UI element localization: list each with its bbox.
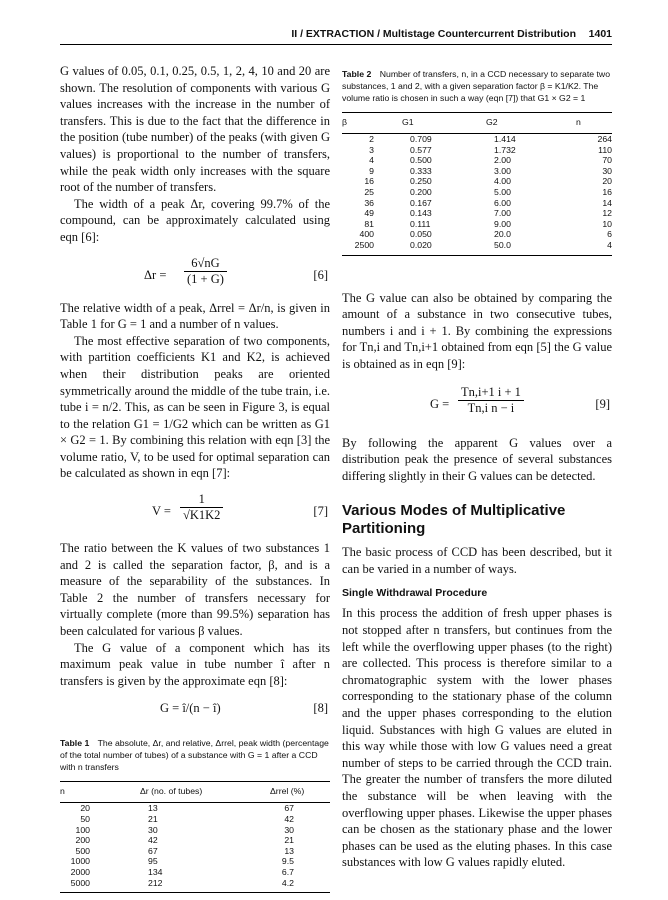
right-column <box>342 68 612 871</box>
paragraph: The relative width of a peak, Δrrel = Δr/n, is given in Table 1 for G = 1 and a number of n values. <box>60 300 330 332</box>
table-row <box>342 134 612 145</box>
table-cell: 13 <box>284 845 294 856</box>
table-cell: 500 <box>75 845 90 856</box>
table-row <box>342 219 612 230</box>
table-cell: 4 <box>369 155 374 166</box>
table-row <box>342 229 612 240</box>
table-2-header: β <box>342 117 347 127</box>
table-row <box>60 803 330 814</box>
table-cell: 6.00 <box>494 197 511 208</box>
table-row <box>342 187 612 198</box>
table-2 <box>342 68 612 256</box>
table-cell: 67 <box>148 845 158 856</box>
table2-body <box>342 134 612 251</box>
table-cell: 49 <box>364 208 374 219</box>
paragraph: The G value can also be obtained by comparing the amount of a substance in two consecutive tubes, numbers i and i + 1. By combining the expressions for Tn,i and Tn,i+1 obtained from eqn [5] the G value is obtained as in eqn [9]: <box>342 290 612 371</box>
table-row <box>342 176 612 187</box>
table-1-grid <box>60 782 330 888</box>
equation-6 <box>60 256 330 296</box>
table-row <box>342 240 612 251</box>
paragraph: The G value of a component which has its maximum peak value in tube number î after n transfers is given by the approximate eqn [8]: <box>60 640 330 688</box>
table-cell: 2.00 <box>494 155 511 166</box>
table-cell: 3.00 <box>494 165 511 176</box>
table-cell: 7.00 <box>494 208 511 219</box>
paragraph: The ratio between the K values of two substances 1 and 2 is called the separation factor, β, and is a measure of the separability of the substances. In Table 2 the number of transfers necessary for virtually complete (more than 99.5%) separation has been calculated for various β values. <box>60 541 330 639</box>
table-cell: 42 <box>284 814 294 824</box>
table-cell: 0.333 <box>410 165 432 176</box>
table-1 <box>60 737 330 893</box>
table-cell: 67 <box>284 803 294 814</box>
table-row <box>342 166 612 177</box>
table-cell: 0.200 <box>410 186 432 197</box>
table-cell: 0.143 <box>410 208 432 219</box>
table-cell: 30 <box>602 165 612 176</box>
table-cell: 0.709 <box>410 134 432 144</box>
table-cell: 100 <box>75 824 90 835</box>
table-2-caption-text: Number of transfers, n, in a CCD necessary to separate two substances, 1 and 2, with a given separation factor β = K1/K2. The volume ratio is chosen in such a way (eqn [7]) that G1 × G2 = 1 <box>342 69 611 103</box>
eq7-numerator: 1 <box>180 492 223 508</box>
table-row <box>60 856 330 867</box>
table-cell: 16 <box>602 186 612 197</box>
running-header <box>60 24 612 45</box>
table-2-header: G1 <box>402 117 414 127</box>
left-column <box>60 63 330 893</box>
section-title: Various Modes of Multiplicative Partitioning <box>342 502 566 538</box>
paragraph: By following the apparent G values over a distribution peak the presence of several substances differing slightly in their G values can be detected. <box>342 435 612 483</box>
table-cell: 0.050 <box>410 229 432 240</box>
table-cell: 2500 <box>354 239 374 250</box>
table-cell: 6 <box>607 229 612 240</box>
eq9-numerator: Tn,i+1 i + 1 <box>458 385 524 401</box>
table-cell: 36 <box>364 197 374 208</box>
table1-body <box>60 803 330 888</box>
eq7-lhs: V = <box>152 504 171 519</box>
paragraph: The basic process of CCD has been described, but it can be varied in a number of ways. <box>342 545 612 576</box>
table-1-caption <box>60 737 330 773</box>
table-2-caption <box>342 68 612 104</box>
table-1-caption-text: The absolute, Δr, and relative, Δrrel, peak width (percentage of the total number of tubes) of a substance with G = 1 after a CCD with n transfers <box>60 738 329 773</box>
eq7-fraction <box>180 492 223 523</box>
table-cell: 0.111 <box>410 218 431 229</box>
table-1-label: Table 1 <box>60 738 90 749</box>
table-cell: 81 <box>364 218 374 229</box>
table-cell: 0.167 <box>410 197 432 208</box>
table-cell: 400 <box>359 229 374 240</box>
table-row <box>60 825 330 836</box>
table-cell: 4 <box>607 239 612 250</box>
table-2-header: G2 <box>486 117 498 127</box>
table-row <box>60 846 330 857</box>
eq6-fraction <box>184 256 227 287</box>
table-cell: 30 <box>284 824 294 835</box>
table-2-header: n <box>576 117 581 127</box>
table-row <box>342 208 612 219</box>
running-title: II / EXTRACTION / Multistage Countercurrent Distribution <box>291 28 576 40</box>
paragraph: G values of 0.05, 0.1, 0.25, 0.5, 1, 2, 4, 10 and 20 are shown. The resolution of components with various G values increases with the increase in the number of transfers. This is due to the fact that the difference in the position (tube number) of the peaks (with given G values) is proportional to the number of transfers, while the peak width only increases with the square root of the number of transfers. <box>60 64 330 195</box>
table-cell: 200 <box>75 835 90 846</box>
paragraph: In this process the addition of fresh upper phases is not stopped after n transfers, but continues from the left while the overflowing upper phases (to the right) are collected. This process is therefore similar to a chromatographic system with the lower phases corresponding to the stationary phase of the column and the upper phases corresponding to the elution liquid. Substances with high G values are eluted in this way while those with low G values need a great number of steps to be carried through the CCD train. The greater the number of transfers the more diluted the substance will be when leaving with the overflowing upper phases. Likewise the upper phases can be chosen as the stationary phase and the lower phases can be used as the eluting phases. In this case substances with low G values rapidly eluted. <box>342 606 612 870</box>
table-cell: 0.500 <box>410 155 432 166</box>
table-cell: 16 <box>364 176 374 187</box>
paragraph: The width of a peak Δr, covering 99.7% of the compound, can be approximately calculated using eqn [6]: <box>60 196 330 244</box>
eq9-lhs: G = <box>430 396 450 411</box>
eq9-label: [9] <box>595 396 610 411</box>
table-cell: 212 <box>148 877 163 888</box>
table-cell: 5.00 <box>494 186 511 197</box>
table-row <box>60 835 330 846</box>
table-1-header: Δrrel (%) <box>270 786 305 797</box>
eq6-lhs: Δr = <box>144 267 167 282</box>
equation-7 <box>60 492 330 532</box>
table-cell: 5000 <box>70 877 90 888</box>
table-cell: 0.250 <box>410 176 432 187</box>
table-row <box>60 878 330 889</box>
table-1-header: n <box>60 786 65 797</box>
table-cell: 30 <box>148 824 158 835</box>
eq6-denominator: (1 + G) <box>187 271 224 286</box>
table-cell: 9 <box>369 165 374 176</box>
table-cell: 14 <box>602 197 612 208</box>
table-cell: 70 <box>602 155 612 166</box>
table-cell: 1.732 <box>494 144 516 155</box>
eq6-label: [6] <box>313 267 328 282</box>
table-cell: 50.0 <box>494 239 511 250</box>
table-cell: 110 <box>598 144 612 155</box>
table-cell: 42 <box>148 835 158 846</box>
eq9-fraction <box>458 385 524 416</box>
eq9-denominator: Tn,i n − i <box>467 400 515 415</box>
table-2-grid <box>342 113 612 251</box>
table-1-header: Δr (no. of tubes) <box>140 786 203 797</box>
table-cell: 2000 <box>70 866 90 877</box>
table-cell: 4.2 <box>281 877 294 888</box>
table-cell: 0.020 <box>410 239 432 250</box>
table-cell: 20.0 <box>494 229 511 240</box>
eq8-expression: G = î/(n − î) <box>160 701 221 716</box>
subsection-title: Single Withdrawal Procedure <box>342 587 488 600</box>
eq7-denominator: √K1K2 <box>183 508 221 523</box>
table-2-label: Table 2 <box>342 69 372 79</box>
table-cell: 21 <box>284 835 294 846</box>
eq7-label: [7] <box>313 504 328 519</box>
table-cell: 25 <box>364 186 374 197</box>
table-cell: 95 <box>148 856 158 867</box>
table-cell: 4.00 <box>494 176 511 187</box>
table-row <box>60 867 330 878</box>
table-cell: 21 <box>148 814 158 824</box>
table-cell: 1.414 <box>494 134 516 144</box>
table-row <box>342 198 612 209</box>
table-row <box>342 155 612 166</box>
table-row <box>60 814 330 825</box>
eq6-numerator: 6√nG <box>184 256 227 272</box>
table-cell: 9.00 <box>494 218 511 229</box>
equation-8 <box>60 697 330 723</box>
equation-9 <box>342 385 612 425</box>
page-number: 1401 <box>588 28 612 40</box>
table-cell: 264 <box>597 134 612 144</box>
table-cell: 1000 <box>70 856 90 867</box>
table-cell: 2 <box>369 134 374 144</box>
table-cell: 6.7 <box>281 866 294 877</box>
table-cell: 12 <box>602 208 612 219</box>
table-cell: 13 <box>148 803 158 814</box>
table-cell: 134 <box>148 866 163 877</box>
table-cell: 50 <box>80 814 90 824</box>
table-cell: 9.5 <box>281 856 294 867</box>
table-cell: 20 <box>80 803 90 814</box>
table-cell: 0.577 <box>410 144 432 155</box>
table-cell: 20 <box>602 176 612 187</box>
table-row <box>342 145 612 156</box>
paragraph: The most effective separation of two components, with partition coefficients K1 and K2, is achieved when their distribution peaks are oriented symmetrically around the middle of the tube train, i.e. tube i = n/2. This, as can be seen in Figure 3, is equal to the relation G1 = 1/G2 which can be written as G1 × G2 = 1. By combining this relation with eqn [3] the volume ratio, V, to be used for optimal separation can be calculated as shown in eqn [7]: <box>60 333 330 481</box>
eq8-label: [8] <box>313 701 328 716</box>
table-cell: 10 <box>602 218 612 229</box>
table-cell: 3 <box>369 144 374 155</box>
